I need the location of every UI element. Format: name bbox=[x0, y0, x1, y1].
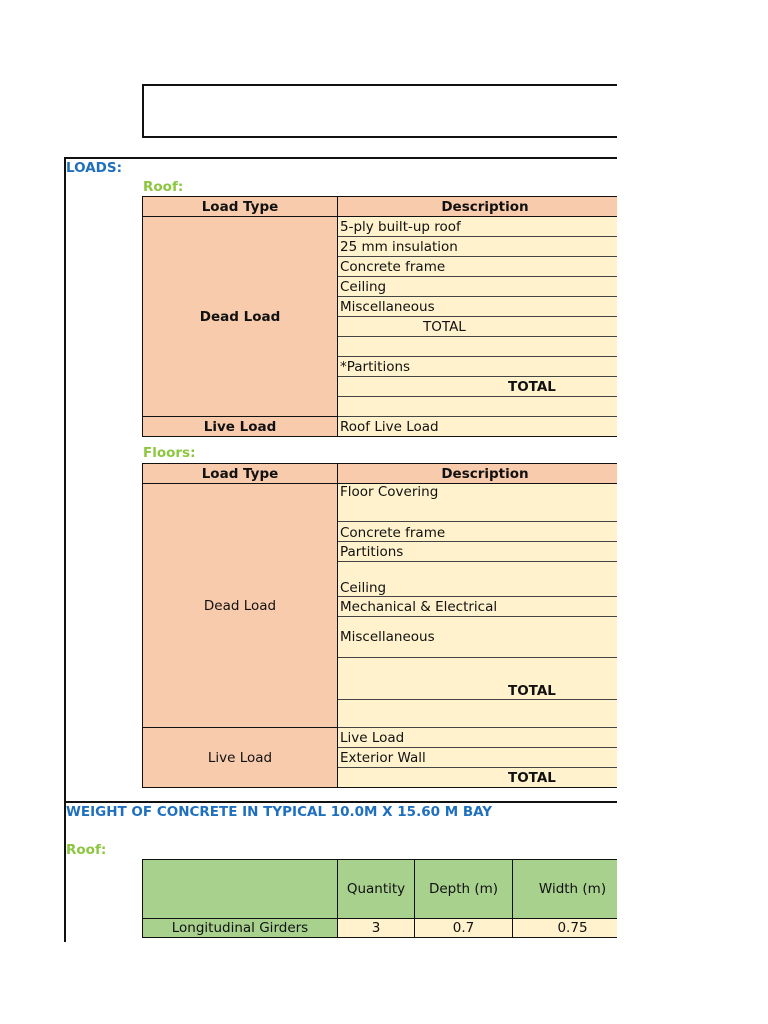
description-cell: Partitions bbox=[338, 542, 633, 562]
header-item bbox=[143, 860, 338, 919]
header-load-type: Load Type bbox=[143, 197, 338, 217]
quantity-cell: 3 bbox=[338, 919, 415, 938]
table-row bbox=[143, 417, 633, 437]
live-load-cell: Live Load bbox=[143, 417, 338, 437]
header-quantity: Quantity bbox=[338, 860, 415, 919]
total-cell: TOTAL bbox=[338, 377, 633, 397]
description-cell: Floor Covering bbox=[338, 484, 633, 522]
section-divider bbox=[64, 801, 624, 803]
frame-top-border bbox=[64, 157, 624, 159]
header-load-type: Load Type bbox=[143, 464, 338, 484]
frame-left-border bbox=[64, 157, 66, 942]
description-cell: Roof Live Load bbox=[338, 417, 633, 437]
total-cell: TOTAL bbox=[338, 768, 633, 788]
floors-loads-table bbox=[142, 463, 633, 788]
live-load-cell: Live Load bbox=[143, 728, 338, 788]
page-crop-mask bbox=[617, 0, 768, 1024]
description-cell: Mechanical & Electrical bbox=[338, 597, 633, 617]
title-box bbox=[142, 84, 622, 138]
loads-heading: LOADS: bbox=[66, 160, 123, 176]
description-cell: 25 mm insulation bbox=[338, 237, 633, 257]
description-cell: Live Load bbox=[338, 728, 633, 748]
table-row bbox=[143, 728, 633, 748]
weight-heading: WEIGHT OF CONCRETE IN TYPICAL 10.0M X 15.60 M BAY bbox=[66, 804, 493, 820]
depth-cell: 0.7 bbox=[415, 919, 513, 938]
table-header-row bbox=[143, 464, 633, 484]
table-row bbox=[143, 217, 633, 237]
description-cell: Exterior Wall bbox=[338, 748, 633, 768]
roof-loads-table bbox=[142, 196, 633, 437]
table-row bbox=[143, 484, 633, 522]
description-cell: 5-ply built-up roof bbox=[338, 217, 633, 237]
dead-load-cell: Dead Load bbox=[143, 484, 338, 728]
header-description: Description bbox=[338, 197, 633, 217]
total-cell: TOTAL bbox=[338, 317, 633, 337]
description-cell bbox=[338, 397, 633, 417]
header-depth: Depth (m) bbox=[415, 860, 513, 919]
header-description: Description bbox=[338, 464, 633, 484]
description-cell: *Partitions bbox=[338, 357, 633, 377]
description-cell: Concrete frame bbox=[338, 522, 633, 542]
item-cell: Longitudinal Girders bbox=[143, 919, 338, 938]
description-cell bbox=[338, 337, 633, 357]
description-cell: Concrete frame bbox=[338, 257, 633, 277]
description-cell: Miscellaneous bbox=[338, 297, 633, 317]
total-cell: TOTAL bbox=[338, 658, 633, 700]
description-cell bbox=[338, 700, 633, 728]
description-cell: Ceiling bbox=[338, 277, 633, 297]
roof-label: Roof: bbox=[143, 179, 184, 195]
roof-label-2: Roof: bbox=[66, 842, 107, 858]
header-width: Width (m) bbox=[513, 860, 633, 919]
dead-load-cell: Dead Load bbox=[143, 217, 338, 417]
width-cell: 0.75 bbox=[513, 919, 633, 938]
description-cell: Ceiling bbox=[338, 562, 633, 597]
description-cell: Miscellaneous bbox=[338, 617, 633, 658]
concrete-weight-table bbox=[142, 859, 633, 938]
table-header-row bbox=[143, 197, 633, 217]
floors-label: Floors: bbox=[143, 445, 196, 461]
table-header-row bbox=[143, 860, 633, 919]
table-row bbox=[143, 919, 633, 938]
